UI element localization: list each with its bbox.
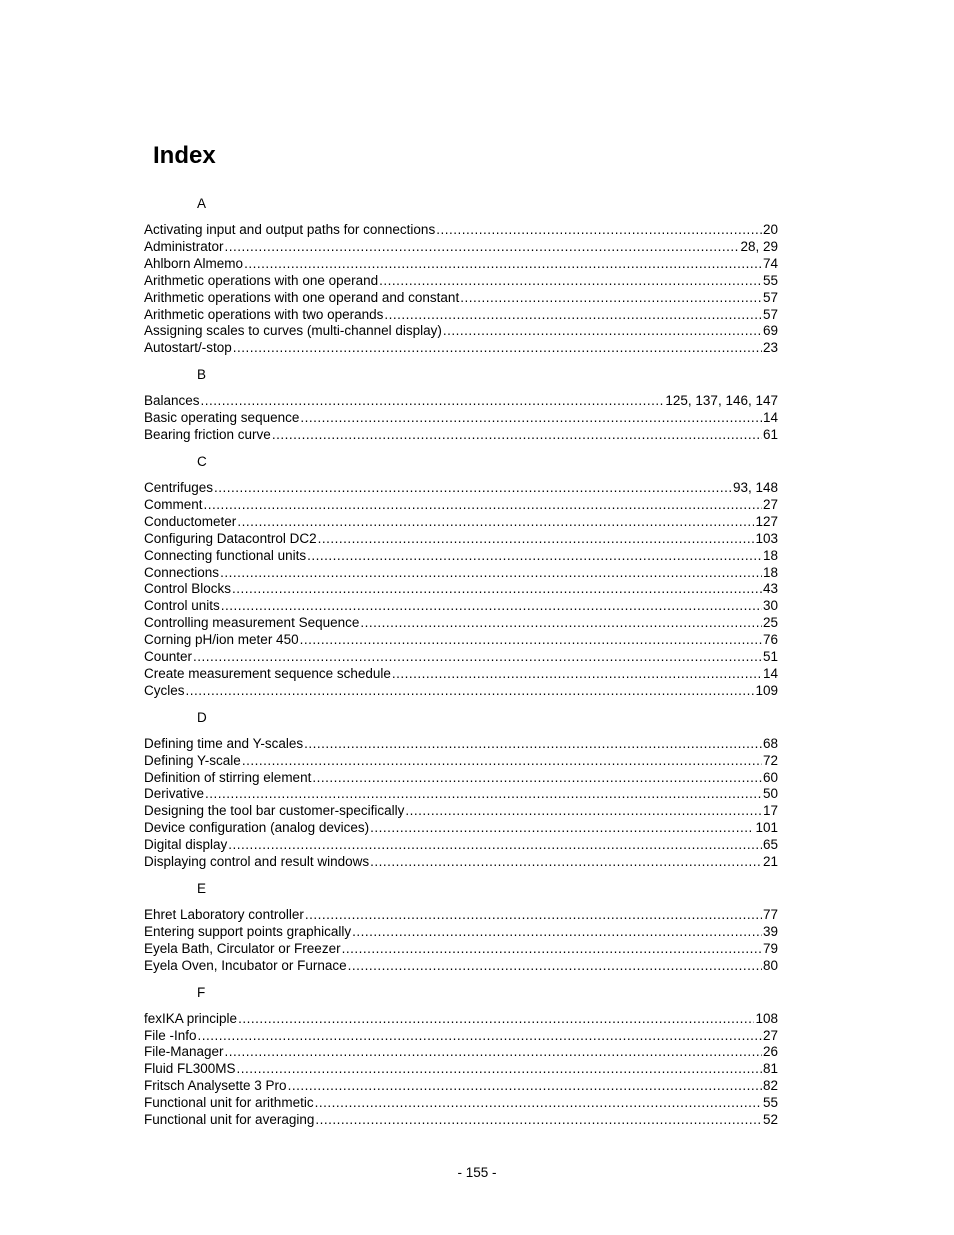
index-entry — [144, 615, 778, 632]
entry-term: Connections — [144, 564, 220, 580]
dot-leader — [244, 256, 762, 273]
dot-leader — [225, 1044, 762, 1061]
entry-term: Defining time and Y-scales — [144, 735, 304, 751]
index-entry — [144, 666, 778, 683]
index-entry — [144, 290, 778, 307]
dot-leader — [221, 598, 762, 615]
dot-leader — [242, 753, 762, 770]
index-entry — [144, 514, 778, 531]
entry-pages: 25 — [762, 615, 778, 631]
index-entry — [144, 820, 778, 837]
index-entry — [144, 565, 778, 582]
dot-leader — [238, 1011, 754, 1028]
entry-pages: 61 — [762, 427, 778, 443]
index-entry — [144, 786, 778, 803]
entry-pages: 109 — [755, 682, 778, 698]
index-entry — [144, 683, 778, 700]
entry-pages: 30 — [762, 598, 778, 614]
entry-pages: 21 — [762, 854, 778, 870]
entry-pages: 14 — [762, 665, 778, 681]
entry-term: Assigning scales to curves (multi-channel display) — [144, 323, 442, 339]
index-section-e — [144, 880, 778, 975]
entry-term: Entering support points graphically — [144, 923, 352, 939]
index-entry — [144, 427, 778, 444]
section-letter: B — [197, 367, 207, 383]
index-entry — [144, 256, 778, 273]
index-entry — [144, 239, 778, 256]
entry-term: Arithmetic operations with one operand — [144, 272, 379, 288]
index-entry — [144, 837, 778, 854]
dot-leader — [220, 565, 762, 582]
dot-leader — [237, 514, 754, 531]
entry-term: Digital display — [144, 837, 228, 853]
entry-pages: 43 — [762, 581, 778, 597]
entry-term: Fluid FL300MS — [144, 1061, 236, 1077]
dot-leader — [300, 632, 762, 649]
index-entry — [144, 1011, 778, 1028]
entry-pages: 69 — [762, 323, 778, 339]
entry-term: Ehret Laboratory controller — [144, 907, 304, 922]
entry-term: Control units — [144, 598, 220, 614]
entry-pages: 103 — [755, 530, 778, 546]
entry-pages: 20 — [762, 222, 778, 237]
dot-leader — [348, 958, 762, 975]
entry-pages: 108 — [755, 1010, 778, 1026]
dot-leader — [307, 548, 762, 565]
entry-term: Fritsch Analysette 3 Pro — [144, 1078, 287, 1094]
index-entry — [144, 941, 778, 958]
entry-term: Basic operating sequence — [144, 410, 300, 426]
index-section-d — [144, 709, 778, 871]
entry-term: Defining Y-scale — [144, 752, 241, 768]
dot-leader — [312, 770, 762, 787]
entry-term: Ahlborn Almemo — [144, 255, 244, 271]
dot-leader — [201, 393, 665, 410]
entry-term: Conductometer — [144, 513, 237, 529]
index-entry — [144, 222, 778, 239]
entry-term: Autostart/-stop — [144, 340, 232, 356]
index-entry — [144, 1044, 778, 1061]
entry-term: Administrator — [144, 238, 224, 254]
dot-leader — [318, 531, 755, 548]
entry-pages: 17 — [762, 803, 778, 819]
index-entry — [144, 649, 778, 666]
entry-term: Functional unit for arithmetic — [144, 1095, 314, 1111]
dot-leader — [288, 1078, 762, 1095]
page-title: Index — [153, 142, 216, 169]
entry-pages: 65 — [762, 837, 778, 853]
index-entry — [144, 1112, 778, 1129]
entry-term: Cycles — [144, 682, 185, 698]
dot-leader — [315, 1095, 762, 1112]
dot-leader — [305, 907, 762, 924]
index-body — [144, 195, 778, 1129]
entry-pages: 51 — [762, 649, 778, 665]
entry-pages: 18 — [762, 564, 778, 580]
index-section-f — [144, 984, 778, 1129]
section-letter: A — [197, 196, 207, 211]
index-entry — [144, 548, 778, 565]
section-letter: D — [197, 709, 207, 725]
dot-leader — [232, 581, 762, 598]
index-entry — [144, 410, 778, 427]
entry-pages: 52 — [762, 1112, 778, 1128]
dot-leader — [228, 837, 762, 854]
index-section-b — [144, 366, 778, 444]
entry-pages: 74 — [762, 255, 778, 271]
entry-pages: 27 — [762, 496, 778, 512]
dot-leader — [237, 1061, 762, 1078]
entry-pages: 50 — [762, 786, 778, 802]
dot-leader — [272, 427, 762, 444]
index-entry — [144, 907, 778, 924]
dot-leader — [342, 941, 762, 958]
entry-term: Balances — [144, 393, 200, 409]
index-entry — [144, 1028, 778, 1045]
index-entry — [144, 340, 778, 357]
entry-pages: 127 — [755, 513, 778, 529]
index-entry — [144, 632, 778, 649]
dot-leader — [198, 1028, 762, 1045]
entry-term: Eyela Bath, Circulator or Freezer — [144, 940, 341, 956]
dot-leader — [304, 736, 762, 753]
entry-term: Configuring Datacontrol DC2 — [144, 530, 317, 546]
entry-pages: 101 — [755, 820, 778, 836]
dot-leader — [360, 615, 762, 632]
entry-term: fexIKA principle — [144, 1010, 238, 1026]
index-entry — [144, 1061, 778, 1078]
entry-pages: 77 — [762, 907, 778, 922]
entry-pages: 60 — [762, 769, 778, 785]
entry-pages: 39 — [762, 923, 778, 939]
dot-leader — [405, 803, 762, 820]
entry-pages: 26 — [762, 1044, 778, 1060]
index-entry — [144, 1078, 778, 1095]
entry-pages: 81 — [762, 1061, 778, 1077]
index-section-a — [144, 195, 778, 357]
entry-term: Comment — [144, 496, 203, 512]
dot-leader — [443, 323, 762, 340]
entry-term: Counter — [144, 649, 193, 665]
entry-term: File -Info — [144, 1027, 197, 1043]
entry-term: Corning pH/ion meter 450 — [144, 632, 299, 648]
index-entry — [144, 958, 778, 975]
dot-leader — [370, 820, 754, 837]
entry-term: File-Manager — [144, 1044, 224, 1060]
entry-pages: 14 — [762, 410, 778, 426]
dot-leader — [436, 222, 762, 239]
index-entry — [144, 480, 778, 497]
entry-term: Bearing friction curve — [144, 427, 271, 443]
dot-leader — [205, 786, 762, 803]
dot-leader — [370, 854, 762, 871]
index-entry — [144, 770, 778, 787]
entry-term: Arithmetic operations with one operand and constant — [144, 289, 460, 305]
section-letter: C — [197, 453, 207, 469]
dot-leader — [379, 273, 762, 290]
dot-leader — [315, 1112, 762, 1129]
index-entry — [144, 598, 778, 615]
index-entry — [144, 273, 778, 290]
entry-term: Functional unit for averaging — [144, 1112, 315, 1128]
page-number: - 155 - — [457, 1165, 497, 1180]
entry-pages: 93, 148 — [732, 479, 778, 495]
index-entry — [144, 307, 778, 324]
index-entry — [144, 753, 778, 770]
entry-term: Displaying control and result windows — [144, 854, 370, 870]
dot-leader — [384, 307, 762, 324]
index-entry — [144, 924, 778, 941]
dot-leader — [225, 239, 740, 256]
entry-pages: 72 — [762, 752, 778, 768]
entry-pages: 125, 137, 146, 147 — [665, 393, 778, 409]
entry-pages: 27 — [762, 1027, 778, 1043]
dot-leader — [214, 480, 732, 497]
dot-leader — [204, 497, 762, 514]
index-entry — [144, 803, 778, 820]
entry-pages: 18 — [762, 547, 778, 563]
entry-term: Designing the tool bar customer-specifically — [144, 803, 405, 819]
entry-term: Create measurement sequence schedule — [144, 665, 391, 681]
index-entry — [144, 1095, 778, 1112]
entry-term: Device configuration (analog devices) — [144, 820, 370, 836]
index-entry — [144, 854, 778, 871]
index-entry — [144, 323, 778, 340]
index-entry — [144, 531, 778, 548]
dot-leader — [186, 683, 755, 700]
entry-term: Eyela Oven, Incubator or Furnace — [144, 957, 347, 973]
entry-pages: 79 — [762, 940, 778, 956]
dot-leader — [193, 649, 762, 666]
index-entry — [144, 581, 778, 598]
dot-leader — [352, 924, 762, 941]
entry-pages: 28, 29 — [740, 238, 778, 254]
index-entry — [144, 497, 778, 514]
entry-pages: 68 — [762, 735, 778, 751]
dot-leader — [392, 666, 762, 683]
entry-pages: 57 — [762, 306, 778, 322]
entry-term: Activating input and output paths for connections — [144, 222, 436, 237]
entry-pages: 55 — [762, 272, 778, 288]
entry-term: Connecting functional units — [144, 547, 307, 563]
section-letter: E — [197, 881, 207, 896]
index-entry — [144, 393, 778, 410]
dot-leader — [300, 410, 762, 427]
entry-pages: 80 — [762, 957, 778, 973]
entry-pages: 57 — [762, 289, 778, 305]
entry-pages: 23 — [762, 340, 778, 356]
dot-leader — [460, 290, 762, 307]
entry-term: Arithmetic operations with two operands — [144, 306, 384, 322]
entry-term: Controlling measurement Sequence — [144, 615, 360, 631]
section-letter: F — [197, 984, 206, 1000]
entry-term: Control Blocks — [144, 581, 232, 597]
entry-term: Derivative — [144, 786, 205, 802]
entry-pages: 76 — [762, 632, 778, 648]
dot-leader — [233, 340, 762, 357]
entry-pages: 55 — [762, 1095, 778, 1111]
entry-pages: 82 — [762, 1078, 778, 1094]
entry-term: Definition of stirring element — [144, 769, 312, 785]
index-section-c — [144, 453, 778, 700]
index-entry — [144, 736, 778, 753]
entry-term: Centrifuges — [144, 479, 214, 495]
